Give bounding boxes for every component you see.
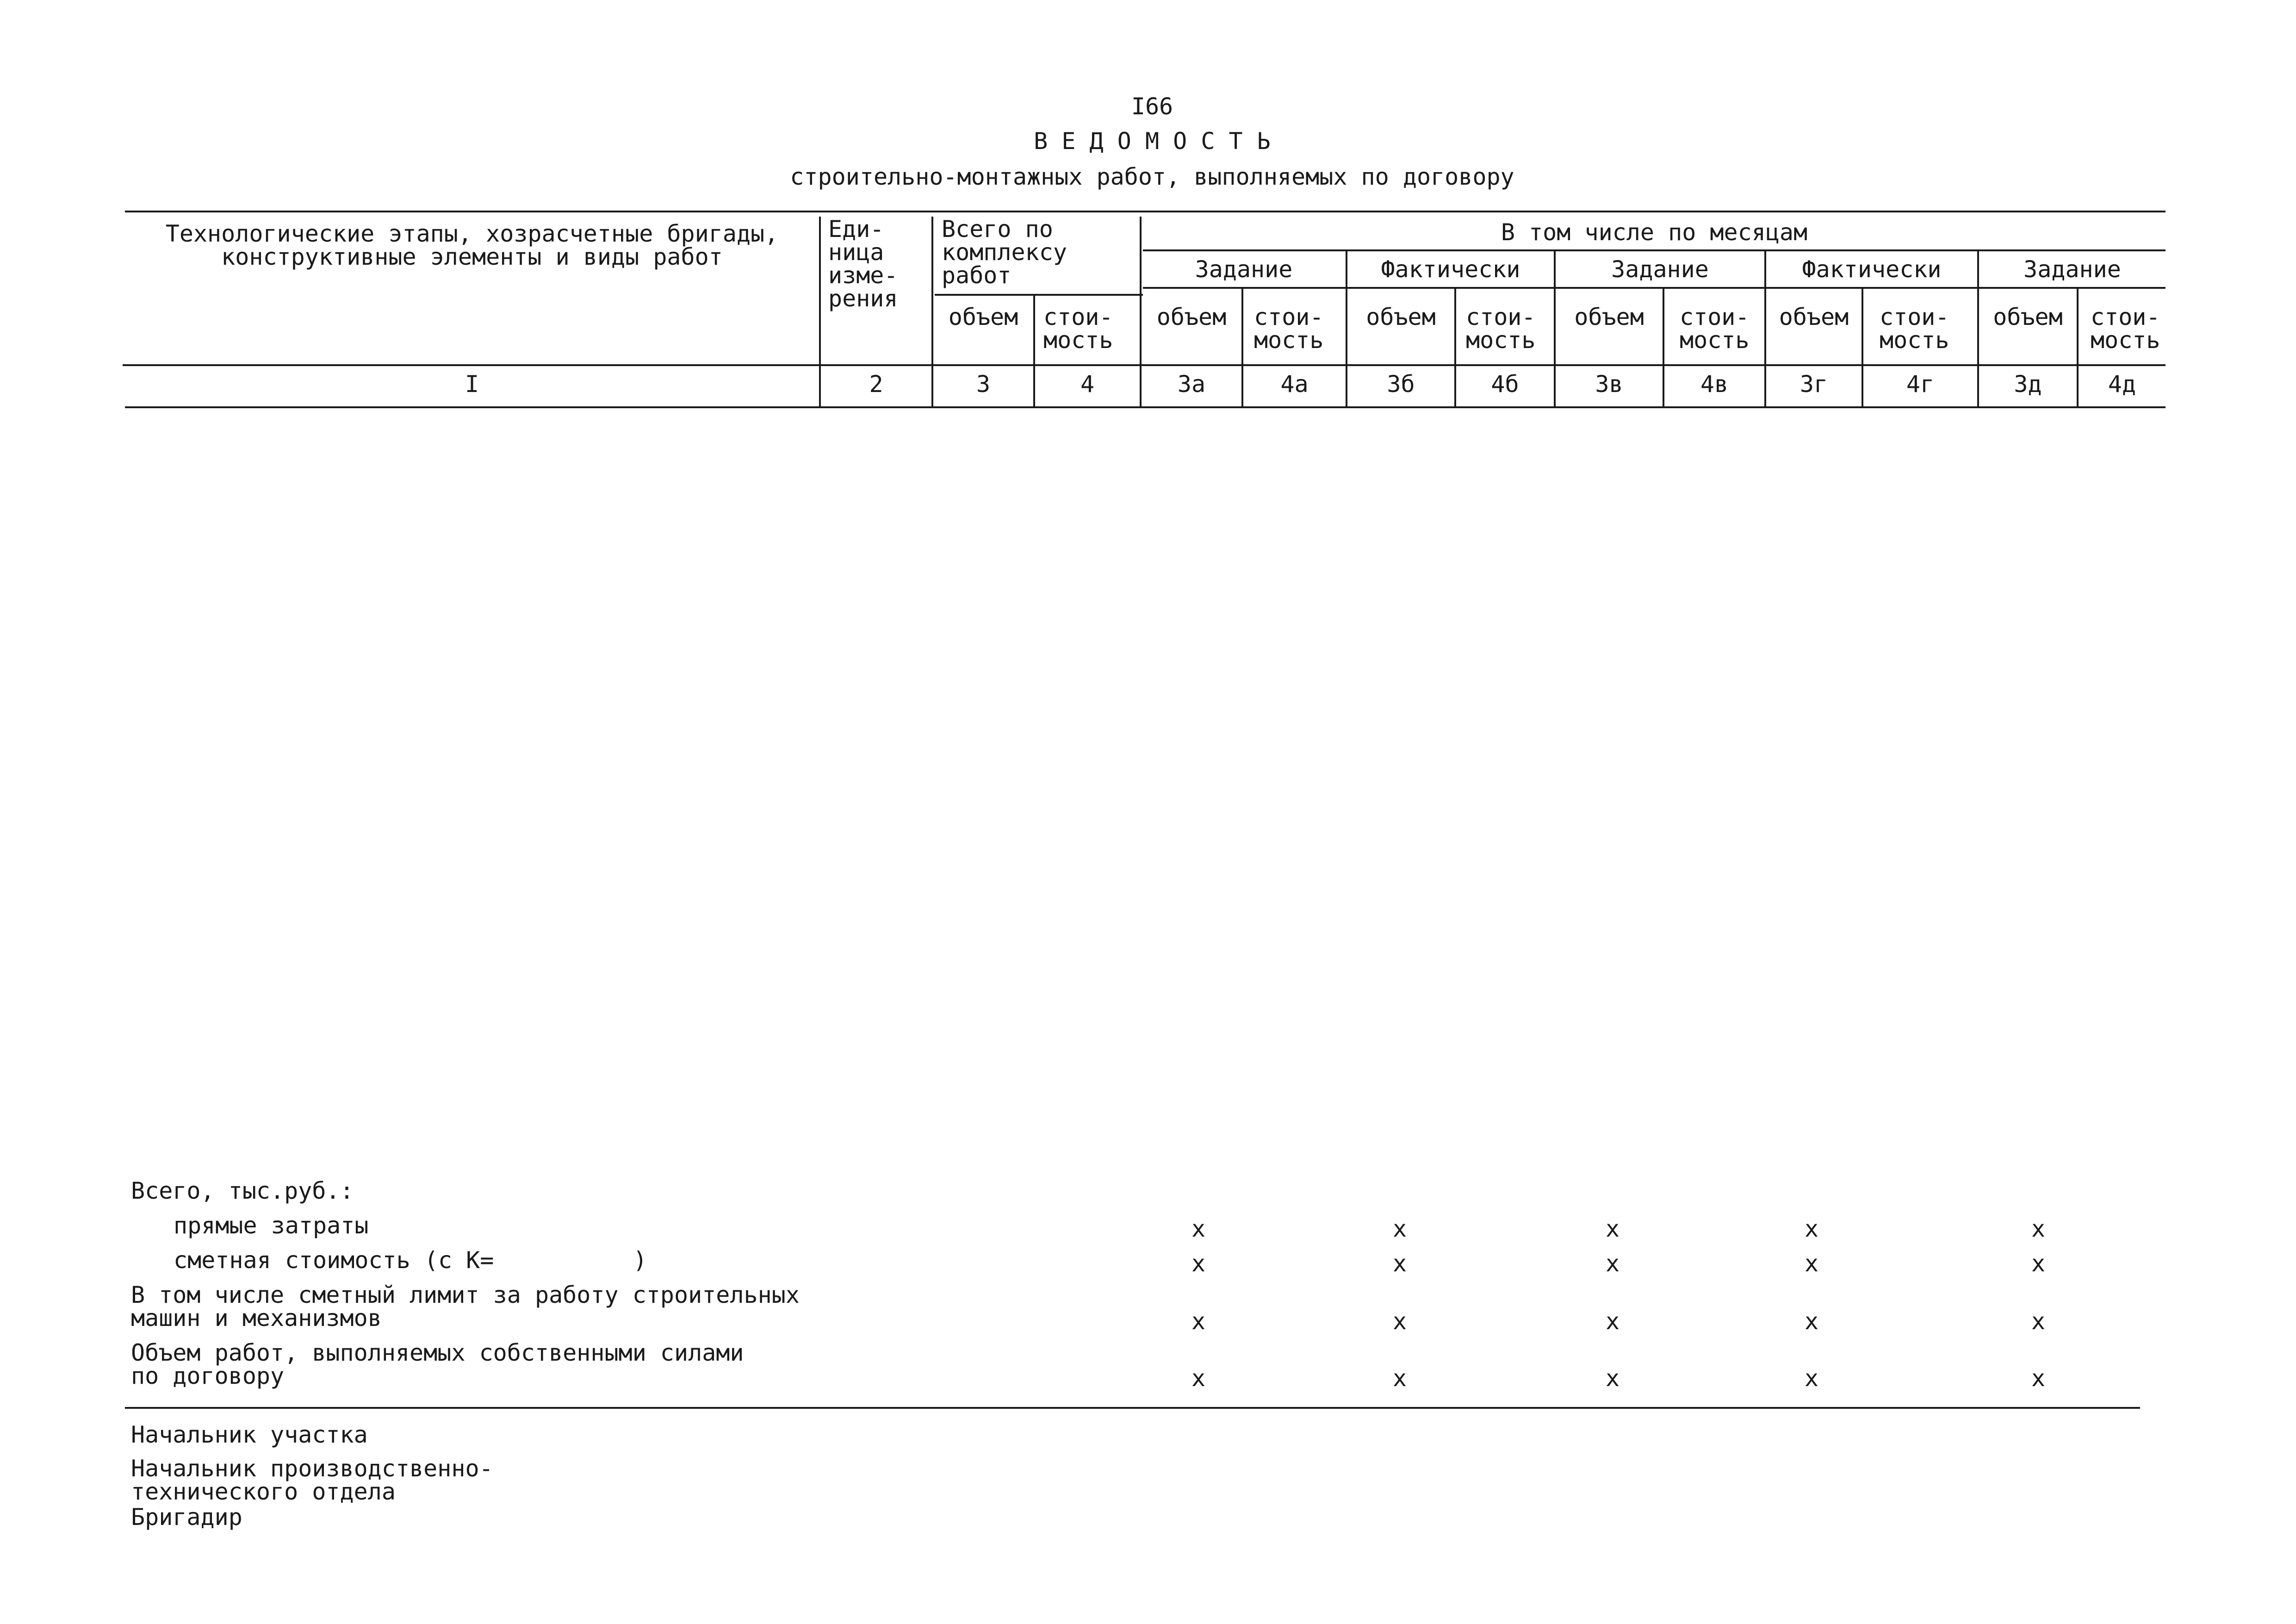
total-label: Всего, тыс.руб.: xyxy=(131,1177,354,1204)
col2-header: Еди- ница изме- рения xyxy=(828,216,898,312)
subgroup-2: Фактически xyxy=(1381,256,1520,283)
cost-label: стои- мость xyxy=(2091,304,2160,354)
x-mark: x xyxy=(2031,1215,2046,1242)
x-mark: x xyxy=(1605,1365,1620,1392)
subgroup-3: Задание xyxy=(1611,256,1709,283)
volume-label: объем xyxy=(1574,304,1644,330)
x-mark: x xyxy=(2031,1365,2046,1392)
x-mark: x xyxy=(1191,1365,1206,1392)
summary-bottom-rule xyxy=(125,1407,2140,1409)
summary-row-label: В том числе сметный лимит за работу строительных машин и механизмов xyxy=(131,1282,800,1332)
x-mark: x xyxy=(1605,1215,1620,1242)
volume-label: объем xyxy=(1993,304,2063,330)
months-header: В том числе по месяцам xyxy=(1501,219,1808,246)
volume-label: объем xyxy=(1366,304,1436,330)
x-mark: x xyxy=(1804,1215,1819,1242)
document-title: В Е Д О М О С Т Ь xyxy=(1034,128,1271,155)
subgroup-1: Задание xyxy=(1195,256,1293,283)
foreman-label: Бригадир xyxy=(131,1504,242,1531)
pto-chief-label: Начальник производственно- технического отдела xyxy=(131,1455,493,1505)
cost-label: стои- мость xyxy=(1043,304,1113,354)
column-number: 3г xyxy=(1800,371,1828,398)
rule-under-header xyxy=(123,364,2166,366)
cost-label: стои- мость xyxy=(1466,304,1536,354)
column-number: 3 xyxy=(976,371,991,398)
column-number: 4г xyxy=(1906,371,1935,398)
x-mark: x xyxy=(1191,1250,1206,1277)
x-mark: x xyxy=(1392,1215,1407,1242)
cost-label: стои- мость xyxy=(1680,304,1750,354)
summary-row-label: прямые затраты xyxy=(174,1212,369,1239)
column-number: 2 xyxy=(869,371,883,398)
x-mark: x xyxy=(1605,1250,1620,1277)
x-mark: x xyxy=(1804,1250,1819,1277)
column-number: 4б xyxy=(1491,371,1519,398)
x-mark: x xyxy=(1191,1308,1206,1335)
column-number: 4а xyxy=(1280,371,1309,398)
rule-under-subgroups xyxy=(1143,287,2166,289)
column-number: 4д xyxy=(2108,371,2136,398)
column-number: 3в xyxy=(1595,371,1623,398)
col1-header: Технологические этапы, хозрасчетные бригады, конструктивные элементы и виды работ xyxy=(165,220,779,270)
col3-header: Всего по комплексу работ xyxy=(942,216,1067,289)
rule-under-all-works xyxy=(935,294,1143,296)
subgroup-4: Фактически xyxy=(1802,256,1942,283)
table-top-rule xyxy=(125,211,2166,212)
site-chief-label: Начальник участка xyxy=(131,1421,368,1448)
subgroup-5: Задание xyxy=(2023,256,2121,283)
x-mark: x xyxy=(2031,1250,2046,1277)
x-mark: x xyxy=(1191,1215,1206,1242)
x-mark: x xyxy=(1804,1365,1819,1392)
rule-under-numbers xyxy=(125,406,2166,408)
cost-label: стои- мость xyxy=(1880,304,1949,354)
x-mark: x xyxy=(2031,1308,2046,1335)
x-mark: x xyxy=(1392,1365,1407,1392)
x-mark: x xyxy=(1605,1308,1620,1335)
column-number: 3б xyxy=(1387,371,1415,398)
cost-label: стои- мость xyxy=(1254,304,1324,354)
column-number: I xyxy=(465,371,479,398)
volume-label: объем xyxy=(1779,304,1849,330)
page-number: I66 xyxy=(1131,93,1173,120)
volume-label: объем xyxy=(1156,304,1227,330)
column-number: 3д xyxy=(2014,371,2042,398)
volume-label: объем xyxy=(948,304,1018,330)
x-mark: x xyxy=(1804,1308,1819,1335)
x-mark: x xyxy=(1392,1308,1407,1335)
x-mark: x xyxy=(1392,1250,1407,1277)
summary-row-label: сметная стоимость (с К= ) xyxy=(174,1247,647,1274)
column-number: 4 xyxy=(1080,371,1095,398)
column-number: 3а xyxy=(1177,371,1206,398)
rule-under-months xyxy=(1143,249,2166,251)
column-number: 4в xyxy=(1700,371,1729,398)
summary-row-label: Объем работ, выполняемых собственными силами по договору xyxy=(131,1339,744,1389)
document-subtitle: строительно-монтажных работ, выполняемых по договору xyxy=(790,163,1514,190)
